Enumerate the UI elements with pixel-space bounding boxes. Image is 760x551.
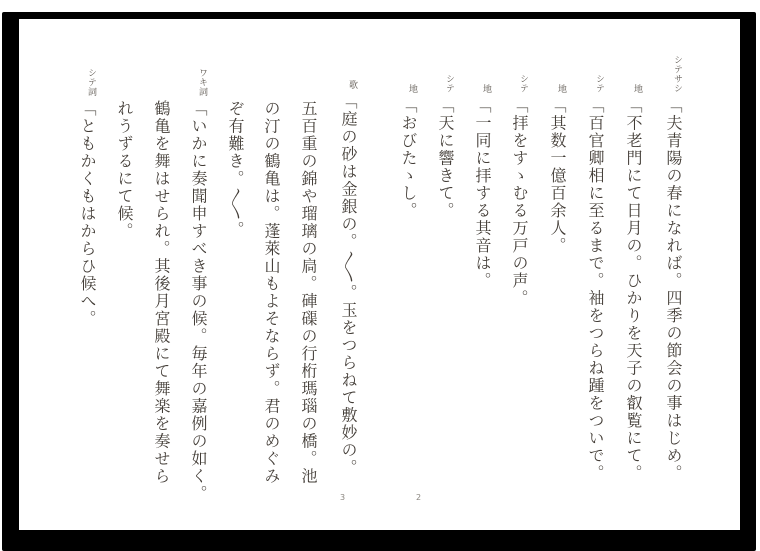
text-column [152, 100, 170, 485]
column-text: 「天に響きて。 [436, 97, 455, 220]
role-label: 地 [481, 83, 491, 93]
role-label: 地 [632, 83, 642, 93]
reader-frame [2, 12, 756, 551]
text-column [436, 74, 455, 220]
role-label: ワキ詞 [197, 67, 207, 96]
text-column [664, 55, 683, 482]
column-text: 「いかに奏聞申すべき事の候。毎年の嘉例の如く。 [189, 100, 208, 503]
text-column [262, 100, 280, 485]
role-label: シテ [518, 74, 528, 93]
role-label: 歌 [347, 79, 357, 89]
column-text: 「百官卿相に至るまで。袖をつらね踵をついで。 [586, 97, 605, 482]
column-text: 「一同に拝する其音は。 [473, 97, 492, 290]
column-text: 「ともかくもはからひ候へ。 [78, 100, 97, 328]
role-label: 地 [556, 83, 566, 93]
role-label: シテ [444, 74, 454, 93]
role-label: 地 [407, 83, 417, 93]
column-text: 「庭の砂は金銀の。〱。玉をつらねて敷妙の。 [339, 93, 358, 477]
column-text: の汀の鶴亀は。蓬萊山もよそならず。君のめぐみ [262, 100, 281, 485]
page-number-right: 2 [416, 493, 422, 502]
text-column [115, 100, 133, 240]
column-text: 「おびたゝし。 [399, 97, 418, 220]
role-label: シテ詞 [86, 67, 96, 96]
column-text: 「拝をすゝむる万戸の声。 [510, 97, 529, 307]
column-text: 五百重の錦や瑠璃の扃。硨磲の行桁瑪瑙の橋。池 [299, 100, 318, 485]
column-text: れうずるにて候。 [115, 100, 134, 240]
column-text: 「不老門にて日月の。ひかりを天子の叡覧にて。 [624, 97, 643, 482]
column-text: 「夫青陽の春になれば。四季の節会の事はじめ。 [664, 97, 683, 482]
column-text: 鶴亀を舞はせられ。其後月宮殿にて舞楽を奏せら [152, 100, 171, 485]
page-number-left: 3 [340, 493, 346, 502]
role-label: シテ [594, 74, 604, 93]
text-column [299, 100, 317, 485]
text-column [399, 83, 418, 220]
text-column [226, 100, 244, 239]
text-column [473, 83, 492, 290]
column-text: 「其数一億百余人。 [548, 97, 567, 255]
text-column [339, 79, 358, 477]
text-column [189, 67, 208, 503]
book-page-spread [19, 19, 740, 530]
text-column [548, 83, 567, 255]
text-column [78, 67, 97, 328]
text-column [510, 74, 529, 307]
text-column [586, 74, 605, 482]
role-label: シテサシ [672, 55, 682, 93]
text-column [624, 83, 643, 482]
column-text: ぞ有難き。〱。 [226, 100, 245, 239]
